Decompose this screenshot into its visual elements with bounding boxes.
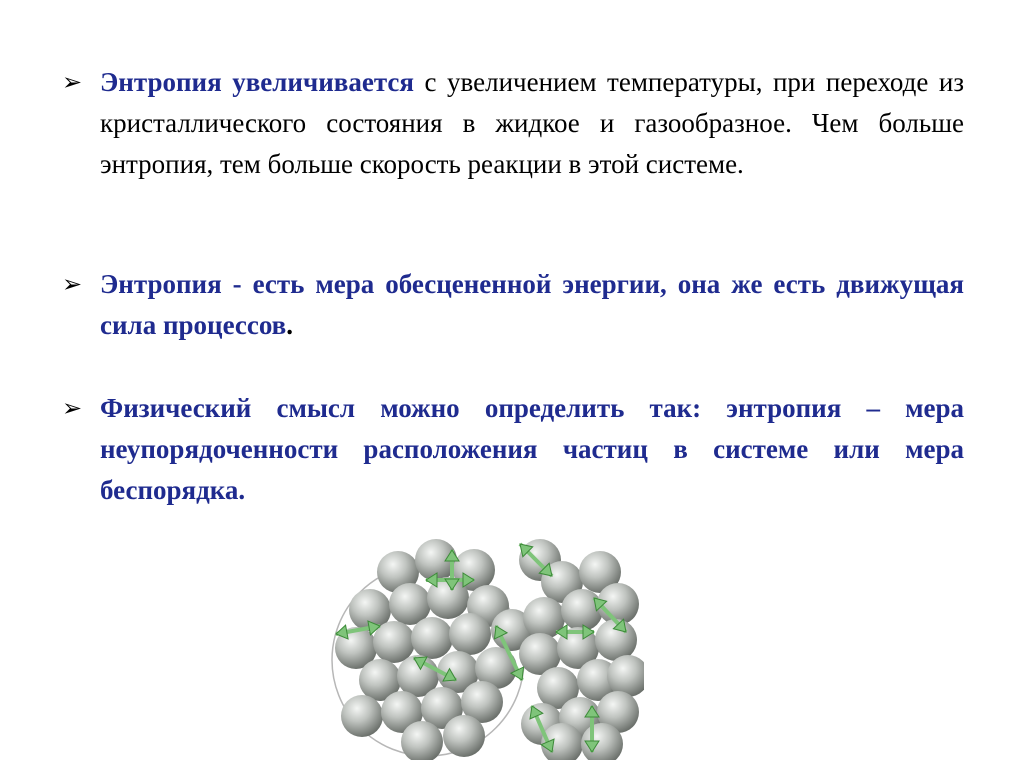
particle-sphere xyxy=(449,613,491,655)
bullet-2-text xyxy=(100,264,964,346)
bullet-arrow-icon: ➢ xyxy=(62,394,83,422)
particles-illustration xyxy=(326,530,644,760)
particle-sphere xyxy=(341,695,383,737)
bullet-3 xyxy=(62,388,964,511)
bullet-3-highlight: Физический смысл можно определить так: энтропия – мера неупорядоченности расположения частиц в системе или мера беспорядка. xyxy=(100,393,964,505)
particle-sphere xyxy=(595,619,637,661)
bullet-1 xyxy=(62,62,964,185)
bullet-1-highlight: Энтропия увеличивается xyxy=(100,67,415,97)
bullet-3-text xyxy=(100,388,964,511)
bullet-arrow-icon: ➢ xyxy=(62,68,83,96)
particle-sphere xyxy=(411,617,453,659)
bullet-1-body: с увеличением температуры, при переходе из кристаллического состояния в жидкое и газообразное. Чем больше энтропия, тем больше скорость реакции в этой системе. xyxy=(100,67,964,179)
bullet-2-highlight: Энтропия - есть мера обесцененной энергии, она же есть движущая сила процессов xyxy=(100,269,964,340)
bullet-arrow-icon: ➢ xyxy=(62,270,83,298)
bullet-2 xyxy=(62,264,964,346)
bullet-2-tail: . xyxy=(286,310,294,340)
particle-sphere xyxy=(443,715,485,757)
bullet-1-text xyxy=(100,62,964,185)
